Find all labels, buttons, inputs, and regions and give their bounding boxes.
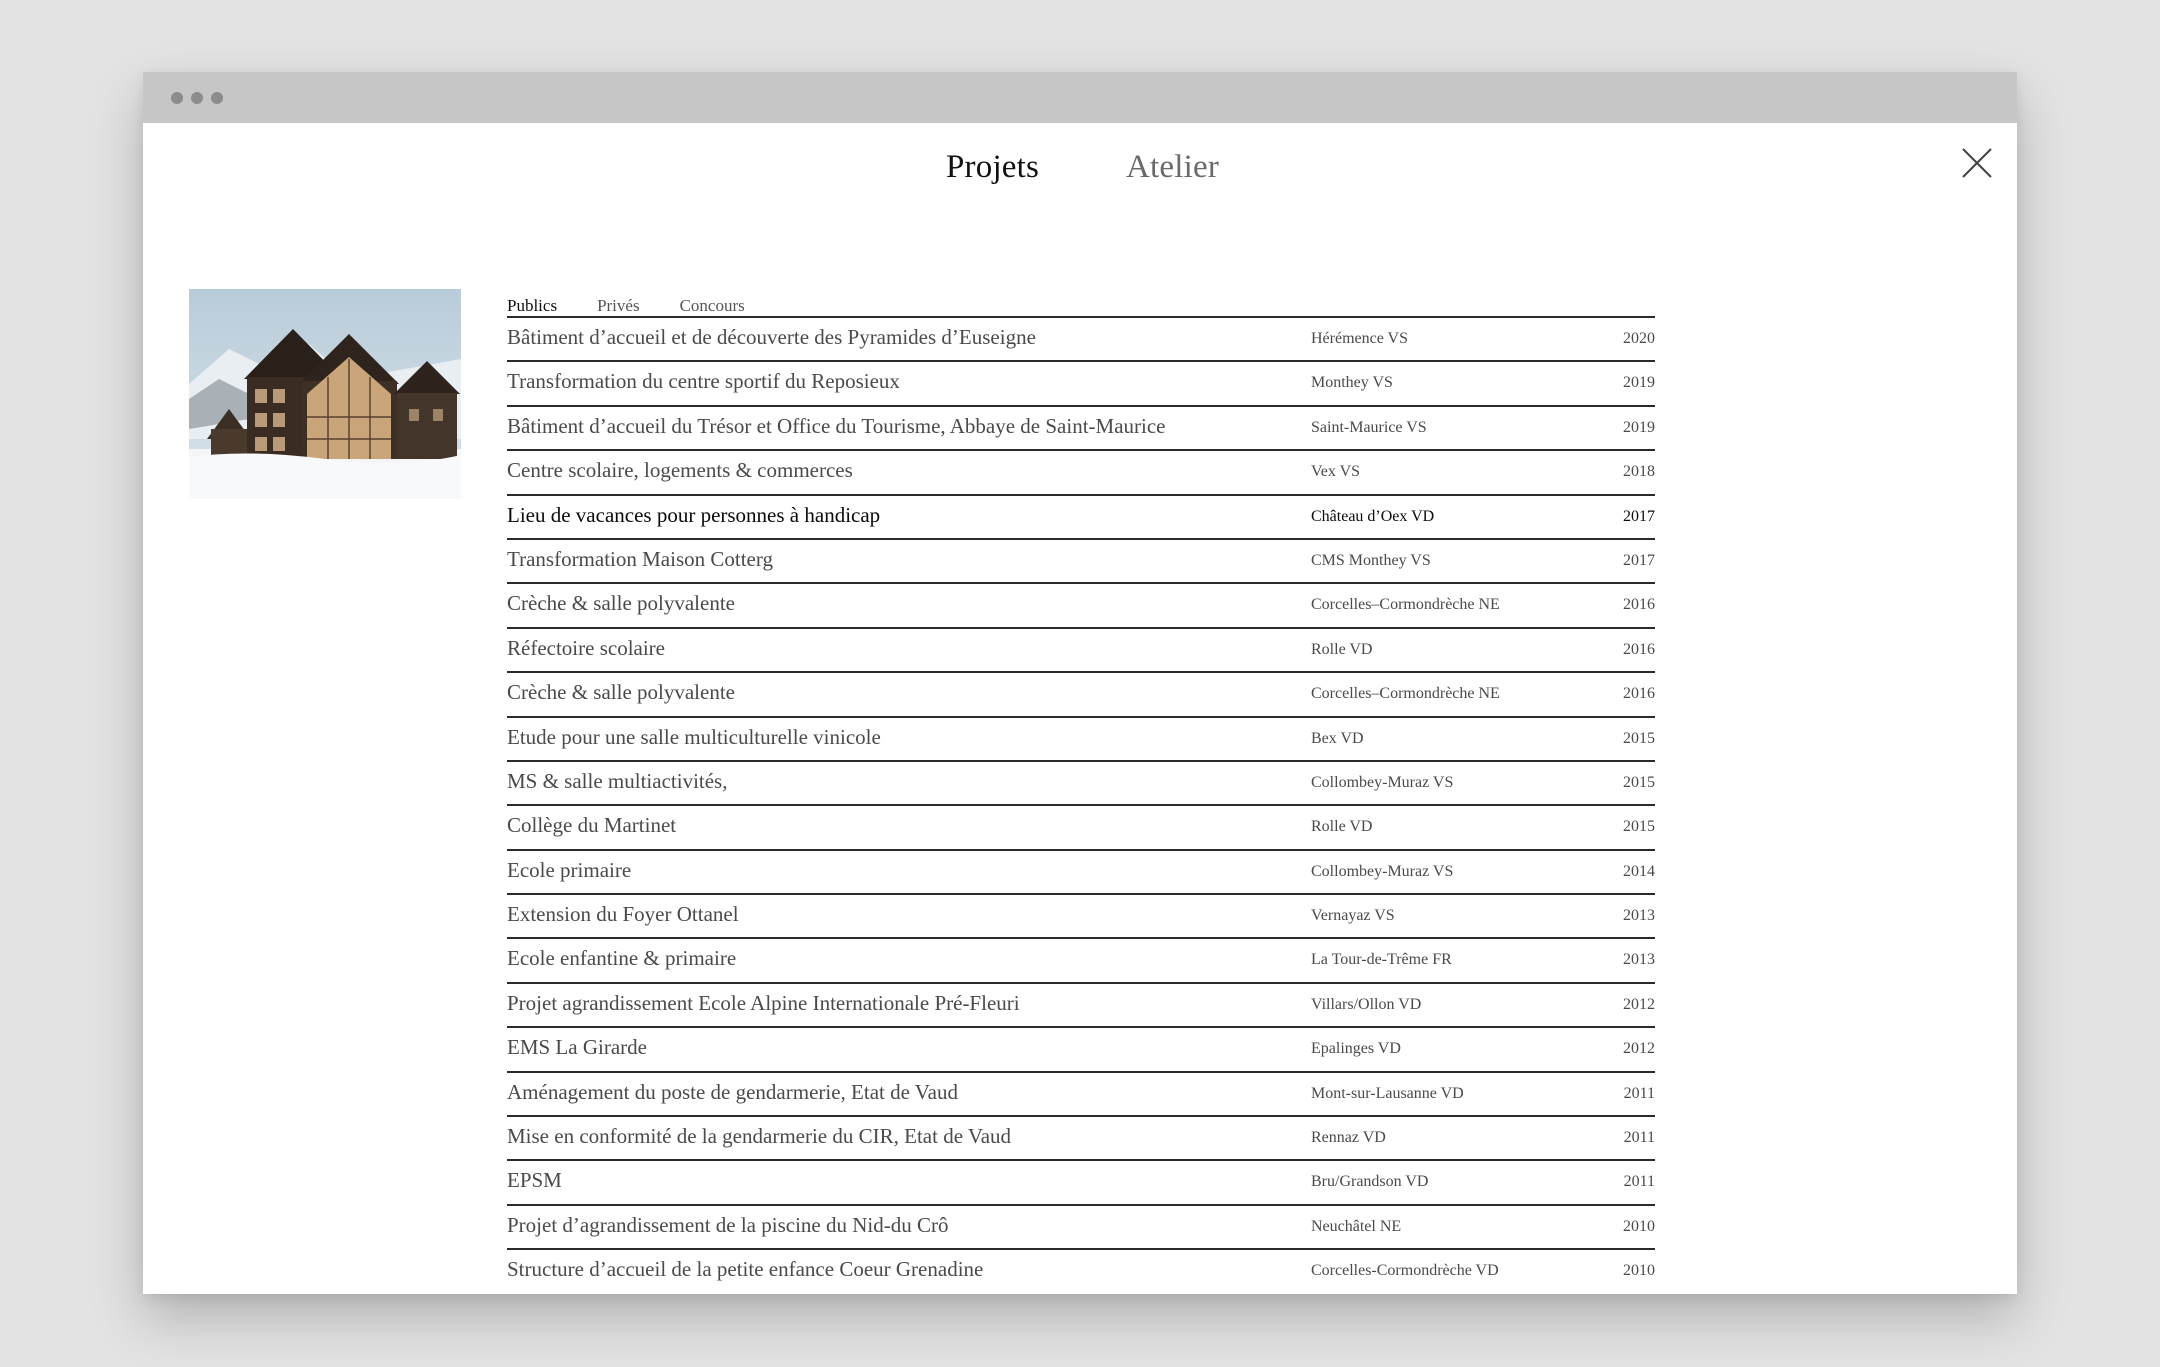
project-row[interactable] [507,582,1655,626]
project-year: 2015 [1623,729,1655,747]
project-row[interactable] [507,1026,1655,1070]
project-title[interactable]: Ecole primaire [507,857,632,882]
project-row[interactable] [507,1159,1655,1203]
project-location: Bex VD [1311,729,1364,747]
project-row[interactable] [507,494,1655,538]
project-location: Collombey-Muraz VS [1311,862,1454,880]
project-row[interactable] [507,893,1655,937]
project-title[interactable]: Crèche & salle polyvalente [507,591,735,616]
project-location: Hérémence VS [1311,330,1408,347]
project-title[interactable]: Projet d’agrandissement de la piscine du Nid-du Crô [507,1212,949,1237]
project-row[interactable] [507,937,1655,981]
project-year: 2015 [1623,818,1655,836]
project-title[interactable]: Ecole enfantine & primaire [507,946,737,971]
project-location: Epalinges VD [1311,1040,1401,1058]
project-title[interactable]: Centre scolaire, logements & commerces [507,458,853,483]
project-location: Neuchâtel NE [1311,1217,1402,1235]
project-title[interactable]: Crèche & salle polyvalente [507,680,735,705]
project-location: Château d’Oex VD [1311,507,1435,525]
tab-prives[interactable]: Privés [597,296,640,315]
project-location: Vex VS [1311,463,1361,481]
project-location: CMS Monthey VS [1311,551,1431,569]
project-row[interactable] [507,671,1655,715]
project-location: Saint-Maurice VS [1311,418,1427,436]
tab-concours[interactable]: Concours [679,296,745,315]
nav-atelier[interactable]: Atelier [1126,149,1220,185]
project-location: Corcelles–Cormondrèche NE [1311,685,1500,703]
project-row[interactable] [507,1204,1655,1248]
project-year: 2012 [1623,995,1655,1013]
project-row[interactable] [507,1248,1655,1292]
project-location: Rolle VD [1311,640,1373,658]
window-titlebar [143,72,2017,123]
project-title[interactable]: Transformation Maison Cotterg [507,546,773,571]
project-row[interactable] [507,316,1655,360]
project-year: 2015 [1623,773,1655,791]
project-title[interactable]: Transformation du centre sportif du Reposieux [507,369,900,394]
window-dot-icon[interactable] [171,92,183,104]
window-controls [171,92,223,104]
project-title[interactable]: EPSM [507,1168,562,1193]
project-location: Collombey-Muraz VS [1311,773,1454,791]
project-year: 2017 [1623,551,1655,569]
project-location: Vernayaz VS [1311,907,1395,925]
nav-projets[interactable]: Projets [946,149,1040,185]
projects-table [507,316,1655,1293]
project-location: Monthey VS [1311,374,1393,392]
project-year: 2014 [1623,862,1655,880]
project-row[interactable] [507,982,1655,1026]
project-year: 2013 [1623,951,1655,969]
project-year: 2011 [1623,1173,1655,1191]
project-title[interactable]: EMS La Girarde [507,1035,647,1060]
project-title[interactable]: Structure d’accueil de la petite enfance Coeur Grenadine [507,1257,984,1282]
project-row[interactable] [507,804,1655,848]
tab-publics[interactable]: Publics [507,296,558,315]
project-year: 2013 [1623,907,1655,925]
window-dot-icon[interactable] [211,92,223,104]
project-year: 2018 [1623,463,1655,481]
project-row[interactable] [507,1071,1655,1115]
project-row[interactable] [507,716,1655,760]
project-year: 2019 [1623,418,1655,436]
project-row[interactable] [507,627,1655,671]
project-year: 2010 [1623,1262,1655,1280]
project-thumbnail[interactable] [189,289,461,499]
project-location: Bru/Grandson VD [1311,1173,1429,1191]
project-row[interactable] [507,538,1655,582]
project-row[interactable] [507,360,1655,404]
project-row[interactable] [507,449,1655,493]
project-title[interactable]: Bâtiment d’accueil et de découverte des Pyramides d’Euseigne [507,325,1036,349]
project-year: 2016 [1623,685,1655,703]
project-location: Corcelles–Cormondrèche NE [1311,596,1500,614]
project-title[interactable]: Bâtiment d’accueil du Trésor et Office du Tourisme, Abbaye de Saint-Maurice [507,413,1166,438]
project-location: Mont-sur-Lausanne VD [1311,1084,1464,1102]
category-tabs [507,286,785,316]
project-title[interactable]: MS & salle multiactivités, [507,768,728,793]
project-title[interactable]: Réfectoire scolaire [507,635,665,660]
project-year: 2012 [1623,1040,1655,1058]
project-title[interactable]: Etude pour une salle multiculturelle vinicole [507,724,881,749]
project-year: 2016 [1623,596,1655,614]
project-year: 2016 [1623,640,1655,658]
project-row[interactable] [507,849,1655,893]
project-year: 2017 [1623,507,1655,525]
project-location: Villars/Ollon VD [1311,995,1422,1013]
browser-window [143,72,2017,1294]
project-title[interactable]: Collège du Martinet [507,813,677,838]
project-row[interactable] [507,1115,1655,1159]
project-title[interactable]: Aménagement du poste de gendarmerie, Etat de Vaud [507,1079,958,1104]
project-row[interactable] [507,760,1655,804]
close-icon[interactable] [1959,145,1995,181]
top-navigation [143,149,2017,199]
project-year: 2011 [1623,1084,1655,1102]
project-location: Rennaz VD [1311,1129,1386,1147]
project-title[interactable]: Projet agrandissement Ecole Alpine Internationale Pré-Fleuri [507,990,1020,1015]
project-location: La Tour-de-Trême FR [1311,951,1452,969]
project-year: 2011 [1623,1129,1655,1147]
project-title[interactable]: Lieu de vacances pour personnes à handicap [507,502,881,527]
project-location: Corcelles-Cormondrèche VD [1311,1262,1499,1280]
project-title[interactable]: Extension du Foyer Ottanel [507,902,739,927]
project-year: 2010 [1623,1217,1655,1235]
page-content [143,123,2017,1294]
project-year: 2019 [1623,374,1655,392]
project-location: Rolle VD [1311,818,1373,836]
project-year: 2020 [1623,330,1655,347]
project-title[interactable]: Mise en conformité de la gendarmerie du CIR, Etat de Vaud [507,1124,1012,1149]
project-row[interactable] [507,405,1655,449]
window-dot-icon[interactable] [191,92,203,104]
